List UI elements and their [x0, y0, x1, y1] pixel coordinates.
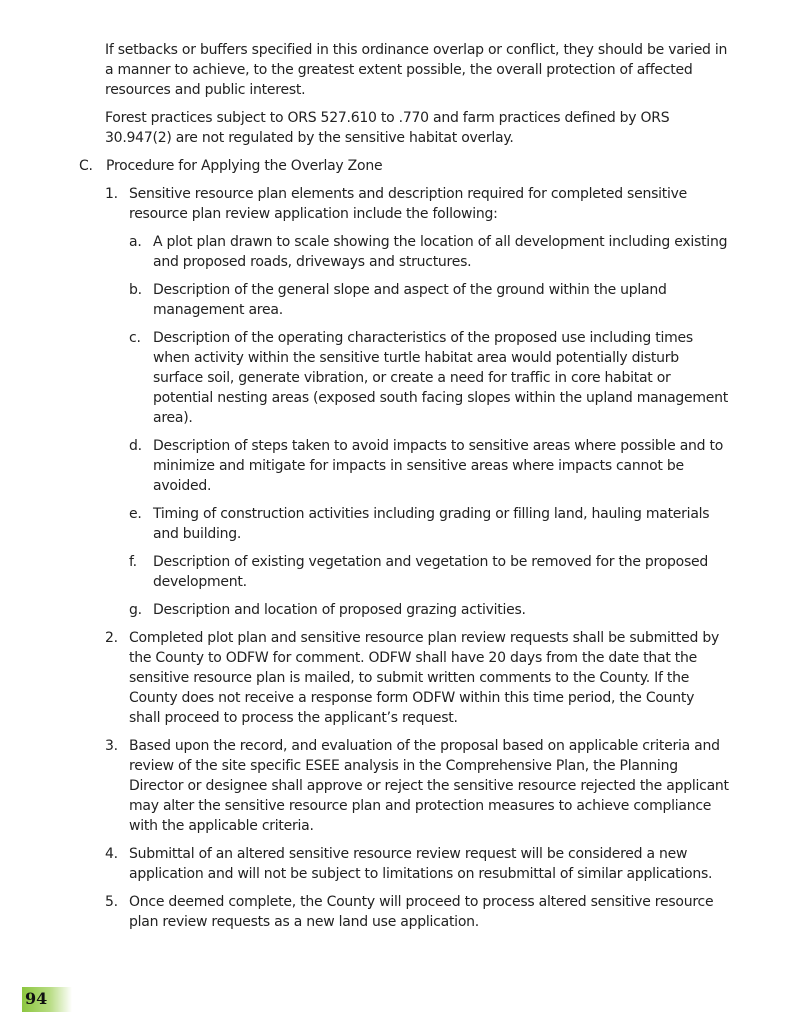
list-marker: 1.	[105, 186, 118, 202]
list-item	[105, 736, 800, 836]
sub-list-item	[129, 504, 800, 544]
list-item	[105, 184, 800, 224]
sub-list-item-text: A plot plan drawn to scale showing the location of all development including existing and proposed roads, driveways and structures.	[153, 234, 728, 270]
sub-list-item	[129, 436, 800, 496]
sub-list-marker: a.	[129, 234, 142, 250]
sub-list-item	[129, 600, 800, 620]
list-item-text: Completed plot plan and sensitive resource plan review requests shall be submitted by the County to ODFW for comment. ODFW shall have 20 days from the date that the sensitive resource plan is mailed, to submit written comments to the County. If the County does not receive a response form ODFW within this time period, the County shall proceed to process the applicant’s request.	[129, 630, 719, 726]
sub-list-item	[129, 280, 800, 320]
sub-list-item-text: Description and location of proposed grazing activities.	[153, 602, 526, 618]
list-item-text: Submittal of an altered sensitive resource review request will be considered a new application and will not be subject to limitations on resubmittal of similar applications.	[129, 846, 713, 882]
list-item	[105, 892, 800, 932]
list-item-text: Based upon the record, and evaluation of the proposal based on applicable criteria and review of the site specific ESEE analysis in the Comprehensive Plan, the Planning Director or designee shall approve or reject the sensitive resource rejected the applicant may alter the sensitive resource plan and protection measures to achieve compliance with the applicable criteria.	[129, 738, 729, 834]
sub-list-marker: g.	[129, 602, 142, 618]
sub-list-marker: e.	[129, 506, 142, 522]
sub-list-item	[129, 232, 800, 272]
intro-paragraph: If setbacks or buffers specified in this ordinance overlap or conflict, they should be varied in a manner to achieve, to the greatest extent possible, the overall protection of affected resources and public interest.	[105, 42, 728, 98]
sub-list-item-text: Timing of construction activities including grading or filling land, hauling materials and building.	[153, 506, 710, 542]
sub-list-item-text: Description of the general slope and aspect of the ground within the upland management area.	[153, 282, 667, 318]
list-marker: 3.	[105, 738, 118, 754]
sub-list-marker: c.	[129, 330, 141, 346]
sub-list-item-text: Description of existing vegetation and vegetation to be removed for the proposed development.	[153, 554, 709, 590]
page-number-tab	[22, 987, 72, 1012]
sub-list-item	[129, 552, 800, 592]
intro-paragraph: Forest practices subject to ORS 527.610 to .770 and farm practices defined by ORS 30.947(2) are not regulated by the sensitive habitat overlay.	[105, 110, 670, 146]
list-item-text: Sensitive resource plan elements and description required for completed sensitive resource plan review application include the following:	[129, 186, 688, 222]
sub-list-marker: f.	[129, 554, 137, 570]
list-marker: 2.	[105, 630, 118, 646]
sub-list-marker: b.	[129, 282, 142, 298]
list-item	[105, 628, 800, 728]
sub-list-item-text: Description of steps taken to avoid impacts to sensitive areas where possible and to minimize and mitigate for impacts in sensitive areas where impacts cannot be avoided.	[153, 438, 724, 494]
list-marker: 4.	[105, 846, 118, 862]
page-number: 94	[25, 989, 48, 1008]
document-body	[0, 40, 800, 940]
list-item	[105, 844, 800, 884]
sub-list-item-text: Description of the operating characteristics of the proposed use including times when activity within the sensitive turtle habitat area would potentially disturb surface soil, generate vibration, or create a need for traffic in core habitat or potential nesting areas (exposed south facing slopes within the upland management area).	[153, 330, 729, 426]
sub-list-marker: d.	[129, 438, 142, 454]
section-marker: C.	[79, 158, 93, 174]
list-item-text: Once deemed complete, the County will proceed to process altered sensitive resource plan review requests as a new land use application.	[129, 894, 714, 930]
sub-list-item	[129, 328, 800, 428]
section-title: Procedure for Applying the Overlay Zone	[106, 158, 383, 174]
section-heading	[79, 156, 800, 176]
list-marker: 5.	[105, 894, 118, 910]
